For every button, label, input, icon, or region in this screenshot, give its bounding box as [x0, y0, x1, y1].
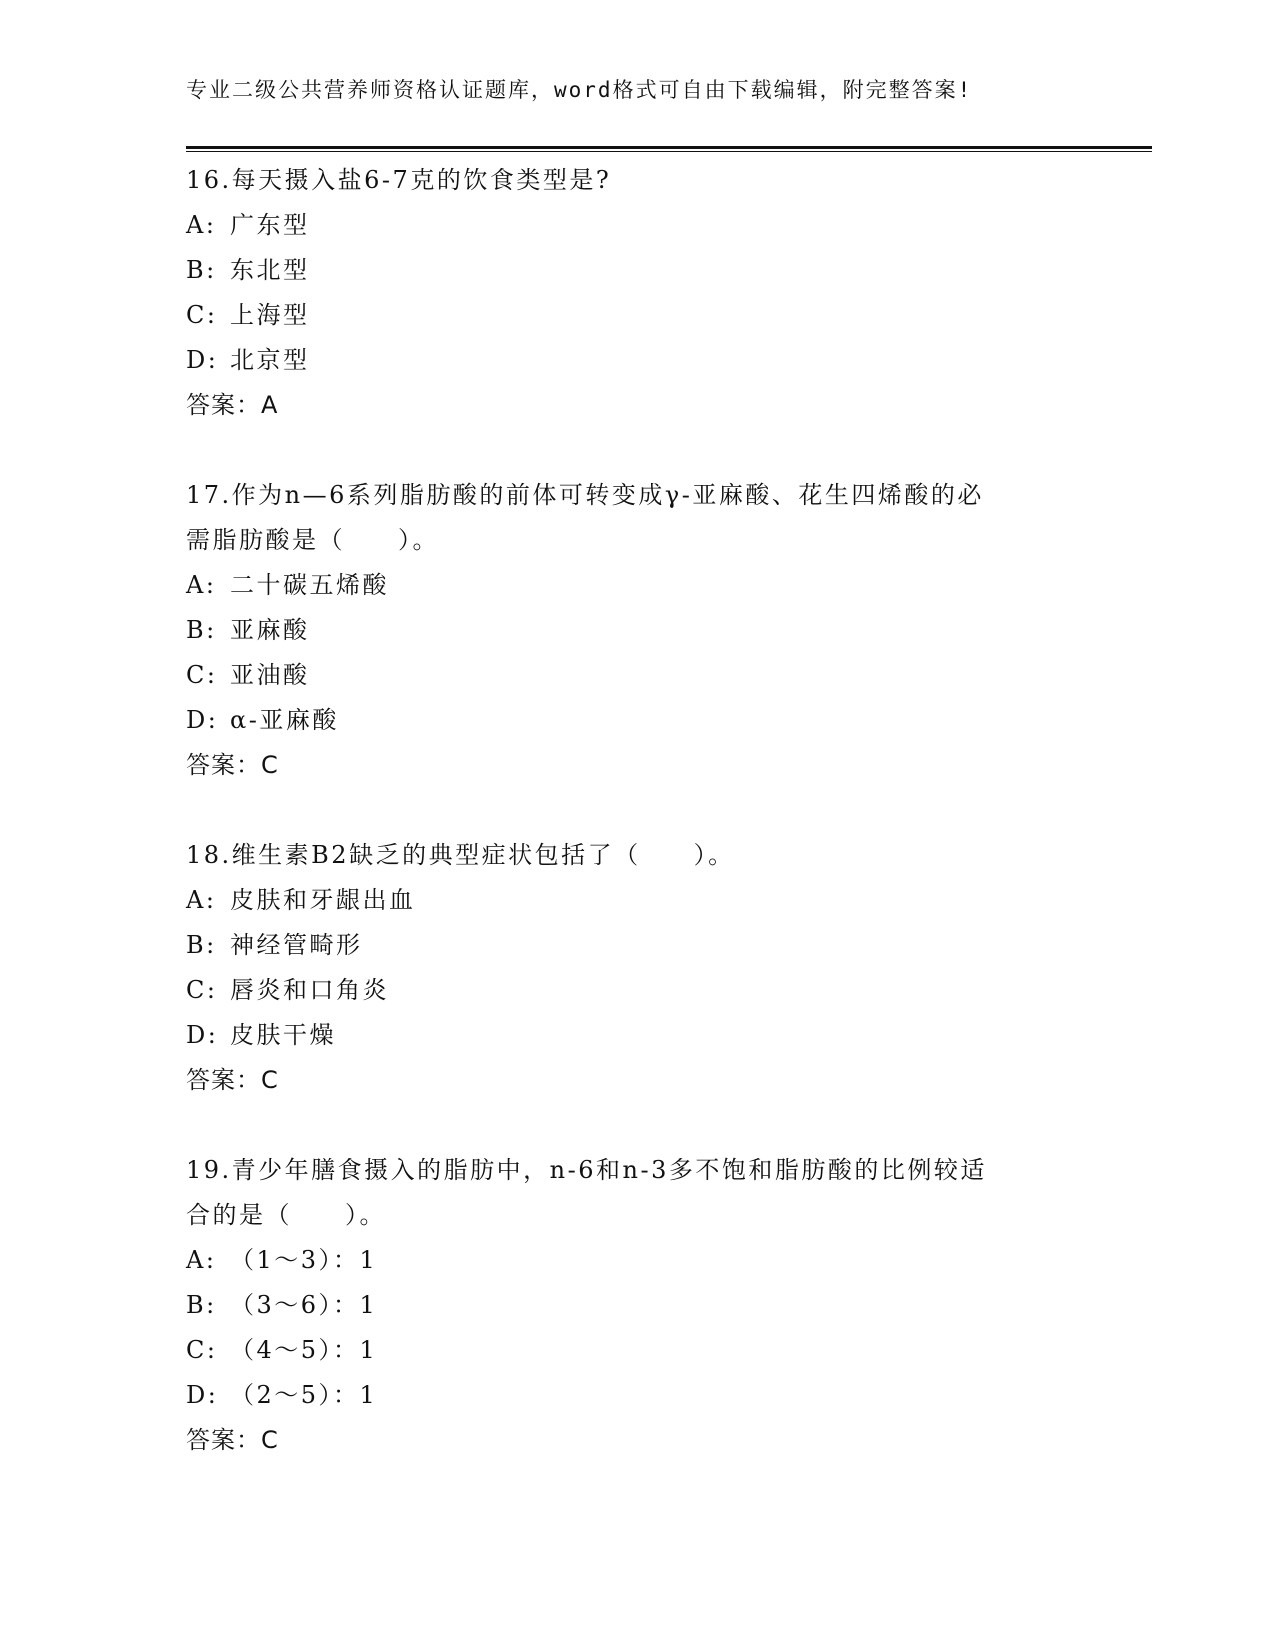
option-a: A: （1～3）：1: [186, 1246, 378, 1274]
option-c: C: 唇炎和口角炎: [186, 976, 389, 1004]
question-18: [186, 833, 1086, 1103]
question-stem: 16.每天摄入盐6-7克的饮食类型是?: [186, 166, 612, 194]
option-b: B: 亚麻酸: [186, 616, 310, 644]
option-a: A: 二十碳五烯酸: [186, 571, 389, 599]
question-stem-continuation: 合的是（ ）。: [186, 1201, 386, 1229]
header-rule-thick: [186, 146, 1152, 149]
answer-line: 答案：C: [186, 751, 279, 779]
answer-line: 答案：A: [186, 391, 279, 419]
answer-line: 答案：C: [186, 1066, 279, 1094]
option-b: B: 神经管畸形: [186, 931, 363, 959]
question-stem: 18.维生素B2缺乏的典型症状包括了（ ）。: [186, 841, 735, 869]
page-header: 专业二级公共营养师资格认证题库，word格式可自由下载编辑，附完整答案!: [186, 78, 973, 102]
option-d: D: 皮肤干燥: [186, 1021, 336, 1049]
question-stem: 17.作为n—6系列脂肪酸的前体可转变成γ-亚麻酸、花生四烯酸的必: [186, 481, 984, 509]
option-c: C: 上海型: [186, 301, 310, 329]
option-b: B: （3～6）：1: [186, 1291, 378, 1319]
option-a: A: 广东型: [186, 211, 310, 239]
question-stem-continuation: 需脂肪酸是（ ）。: [186, 526, 439, 554]
question-16: [186, 158, 1086, 428]
option-c: C: 亚油酸: [186, 661, 310, 689]
question-19: [186, 1148, 1086, 1463]
question-stem: 19.青少年膳食摄入的脂肪中，n-6和n-3多不饱和脂肪酸的比例较适: [186, 1156, 987, 1184]
option-c: C: （4～5）：1: [186, 1336, 378, 1364]
answer-line: 答案：C: [186, 1426, 279, 1454]
question-17: [186, 473, 1086, 788]
option-d: D: α-亚麻酸: [186, 706, 339, 734]
header-rule-thin: [186, 151, 1152, 152]
option-d: D: （2～5）：1: [186, 1381, 378, 1409]
option-a: A: 皮肤和牙龈出血: [186, 886, 416, 914]
question-list: [186, 158, 1086, 1508]
option-d: D: 北京型: [186, 346, 310, 374]
option-b: B: 东北型: [186, 256, 310, 284]
